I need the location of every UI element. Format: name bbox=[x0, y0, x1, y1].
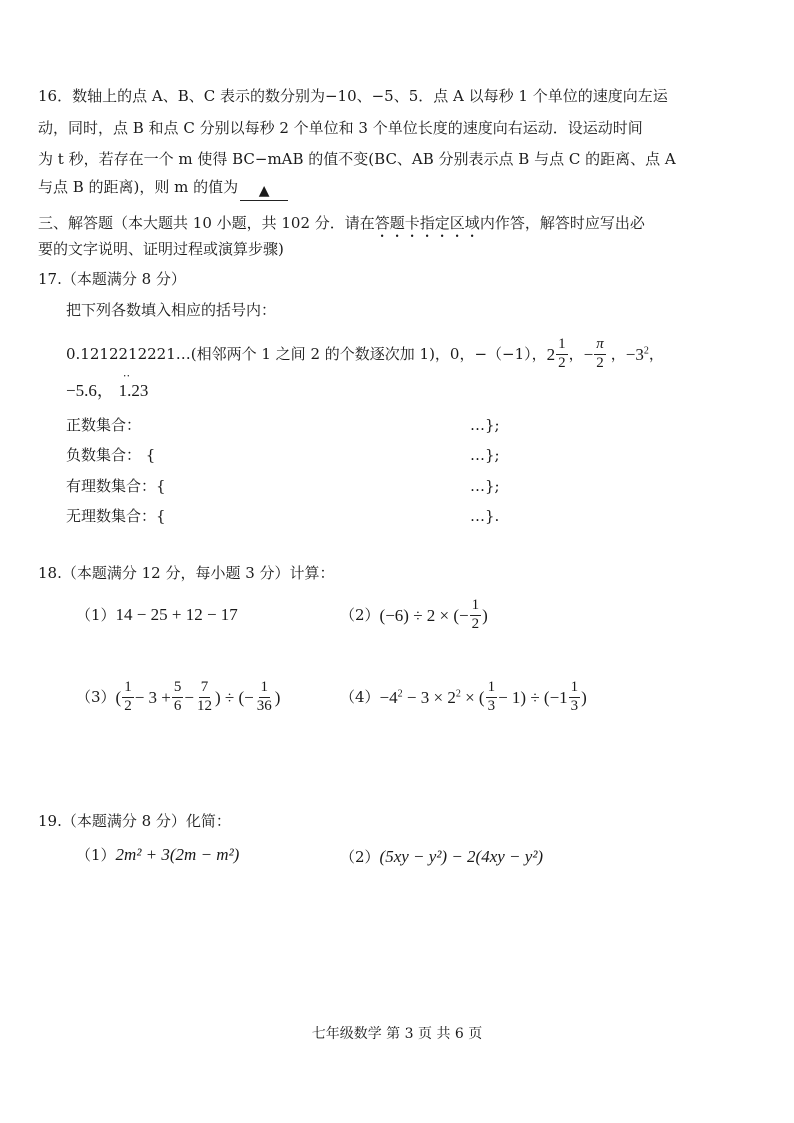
q18-part-2 bbox=[340, 598, 488, 633]
fraction bbox=[172, 680, 184, 715]
term: × ( bbox=[460, 687, 485, 707]
q16-line-4 bbox=[38, 180, 288, 201]
q18-header: 18.（本题满分 12 分，每小题 3 分）计算： bbox=[38, 564, 335, 582]
fraction-denominator: 3 bbox=[570, 697, 579, 714]
q17-header: 17.（本题满分 8 分） bbox=[38, 270, 186, 288]
set-positive-label: 正数集合： bbox=[66, 416, 142, 434]
expression: − bbox=[184, 687, 194, 707]
fraction-numerator: 1 bbox=[569, 680, 581, 698]
fraction-denominator: 2 bbox=[471, 615, 480, 632]
expression: − 1) ÷ (−1 bbox=[498, 687, 568, 707]
neg-pi-fraction bbox=[594, 337, 606, 372]
expression: − 3 + bbox=[134, 687, 171, 707]
separator: ， bbox=[648, 344, 664, 363]
mixed-number-whole: 2 bbox=[546, 344, 556, 364]
set-rational-label: 有理数集合：{ bbox=[66, 477, 166, 495]
fraction-numerator: π bbox=[594, 337, 606, 355]
fraction-denominator: 12 bbox=[197, 697, 212, 714]
exponent: 2 bbox=[397, 688, 403, 700]
q19-part-1 bbox=[76, 846, 239, 863]
part-label: （1） bbox=[76, 846, 116, 864]
fraction-numerator: 1 bbox=[470, 598, 482, 616]
q17-number-list bbox=[66, 337, 664, 372]
expression: ) bbox=[581, 687, 587, 707]
neg-five-point-six: −5.6， bbox=[66, 381, 114, 400]
section-3-heading bbox=[38, 214, 645, 241]
fraction-denominator: 2 bbox=[596, 354, 604, 371]
base: −3 bbox=[625, 344, 644, 364]
fraction bbox=[486, 680, 498, 715]
fraction-denominator: 36 bbox=[256, 697, 272, 714]
fraction-denominator: 2 bbox=[124, 697, 132, 714]
part-label: （2） bbox=[340, 848, 380, 866]
q18-part-1 bbox=[76, 606, 238, 623]
fraction-denominator: 6 bbox=[173, 697, 182, 714]
expression: (5xy − y²) − 2(4xy − y²) bbox=[379, 847, 544, 866]
fraction-numerator: 1 bbox=[556, 337, 568, 355]
fraction-numerator: 5 bbox=[172, 680, 184, 698]
section-3-suffix: 内作答，解答时应写出必 bbox=[479, 214, 645, 232]
open-paren: ( bbox=[115, 687, 122, 707]
q16-line-3: 为 t 秒，若存在一个 m 使得 BC−mAB 的值不变(BC、AB 分别表示点 B 与点 C 的距离、点 A bbox=[38, 150, 676, 168]
set-irrational-label: 无理数集合：{ bbox=[66, 507, 166, 525]
mixed-number-fraction bbox=[556, 337, 568, 372]
q16-line-4-text: 与点 B 的距离)，则 m 的值为 bbox=[38, 178, 239, 196]
fraction-denominator: 2 bbox=[558, 354, 566, 371]
fraction-numerator: 1 bbox=[259, 680, 271, 698]
set-negative-end: …}; bbox=[470, 446, 500, 464]
expression: 2m² + 3(2m − m²) bbox=[115, 845, 240, 864]
set-negative-label: 负数集合： { bbox=[66, 446, 156, 464]
expression: ) bbox=[482, 605, 488, 625]
set-positive-end: …}; bbox=[470, 416, 500, 434]
triangle-icon: ▲ bbox=[258, 183, 270, 199]
answer-blank bbox=[240, 183, 288, 201]
exponent: 2 bbox=[643, 345, 649, 357]
section-3-emphasis: 答题卡指定区域 bbox=[374, 214, 480, 232]
neg-three-squared bbox=[626, 346, 649, 363]
q18-part-3 bbox=[76, 680, 280, 715]
fraction bbox=[255, 680, 274, 715]
fraction bbox=[569, 680, 581, 715]
part-label: （4） bbox=[340, 687, 380, 706]
expression: ) bbox=[274, 687, 281, 707]
fraction-denominator: 3 bbox=[487, 697, 496, 714]
fraction-numerator: 1 bbox=[122, 680, 134, 698]
separator: ， bbox=[610, 344, 626, 363]
q17-number-list-2 bbox=[66, 382, 148, 399]
fraction bbox=[122, 680, 134, 715]
fraction-numerator: 1 bbox=[486, 680, 498, 698]
minus-sign: − bbox=[583, 344, 594, 364]
q16-line-1: 16．数轴上的点 A、B、C 表示的数分别为−10、−5、5．点 A 以每秒 1 个单位的速度向左运 bbox=[38, 87, 668, 105]
q19-header: 19.（本题满分 8 分）化简： bbox=[38, 812, 231, 830]
q17-numbers-text: 0.1212212221…(相邻两个 1 之间 2 的个数逐次加 1)，0，−（−1）， bbox=[66, 344, 547, 363]
part-label: （2） bbox=[340, 605, 380, 624]
fraction bbox=[470, 598, 482, 633]
expression bbox=[380, 689, 485, 706]
term: −4 bbox=[379, 687, 398, 707]
part-label: （3） bbox=[76, 687, 116, 706]
set-rational-end: …}; bbox=[470, 477, 500, 495]
q19-part-2 bbox=[340, 848, 543, 865]
q17-instruction: 把下列各数填入相应的括号内： bbox=[66, 301, 277, 319]
term: − 3 × 2 bbox=[402, 687, 456, 707]
expression: 14 − 25 + 12 − 17 bbox=[115, 605, 238, 624]
exponent: 2 bbox=[455, 688, 461, 700]
set-irrational-end: …}. bbox=[470, 507, 500, 525]
page-footer: 七年级数学 第 3 页 共 6 页 bbox=[311, 1026, 483, 1042]
separator: ， bbox=[568, 344, 584, 363]
q16-line-2: 动，同时，点 B 和点 C 分别以每秒 2 个单位和 3 个单位长度的速度向右运动．设运动时间 bbox=[38, 119, 643, 137]
repeating-decimal: • • 1.23 bbox=[119, 382, 149, 399]
q18-part-4 bbox=[340, 680, 587, 715]
fraction-numerator: 7 bbox=[199, 680, 211, 698]
section-3-line-2: 要的文字说明、证明过程或演算步骤) bbox=[38, 240, 284, 258]
part-label: （1） bbox=[76, 606, 116, 624]
fraction bbox=[195, 680, 214, 715]
expression: (−6) ÷ 2 × (− bbox=[379, 605, 469, 625]
expression: ) ÷ (− bbox=[215, 687, 254, 707]
section-3-prefix: 三、解答题（本大题共 10 小题，共 102 分．请在 bbox=[38, 214, 375, 232]
